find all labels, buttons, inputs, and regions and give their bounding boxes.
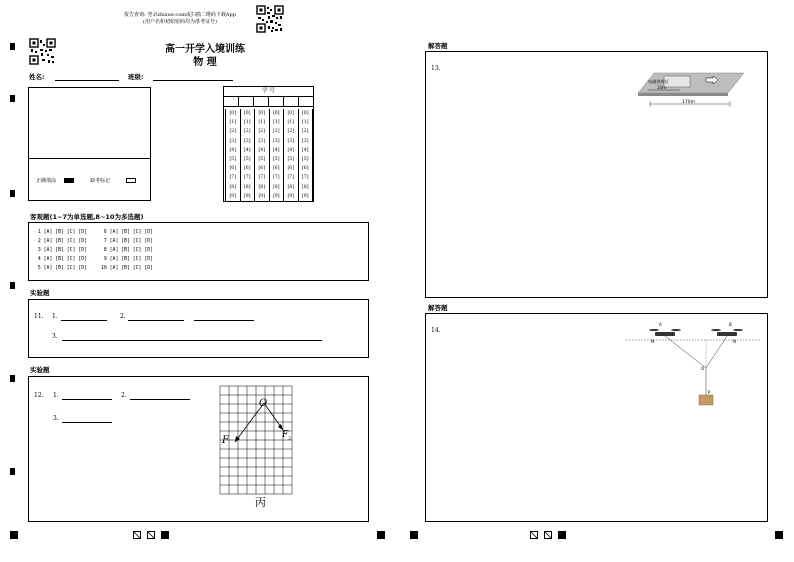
label-F2-subscript: 2 [288,436,292,442]
id-bubble[interactable]: [3] [226,137,241,146]
label-O: O [259,398,268,409]
id-bubble[interactable]: [6] [284,164,299,173]
id-bubble[interactable]: [1] [226,118,241,127]
experiment-section-title: 实验题 [30,366,50,374]
id-bubble[interactable]: [2] [284,127,299,136]
divider [28,158,151,159]
answer-section-title: 解答题 [428,304,448,312]
id-bubble[interactable]: [1] [240,118,255,127]
corner-mark [377,531,385,539]
id-bubble[interactable]: [7] [226,173,241,182]
page-mark-slash [147,531,155,539]
filled-sample-icon [64,178,74,183]
corner-mark [410,531,418,539]
corner-mark [775,531,783,539]
id-bubble-row[interactable] [226,118,313,127]
question-number: 13. [431,65,441,72]
id-bubble[interactable]: [3] [298,137,313,146]
id-bubble-row[interactable] [226,192,313,201]
timing-mark [10,282,15,289]
id-bubble[interactable]: [9] [284,192,299,201]
id-bubble[interactable]: [5] [269,155,284,164]
id-bubble[interactable]: [8] [298,183,313,192]
part-label: 1. [53,392,59,399]
id-bubble[interactable]: [3] [255,137,270,146]
id-bubble[interactable]: [2] [226,127,241,136]
answer-12-1-field[interactable] [62,392,112,400]
id-bubble[interactable]: [0] [269,109,284,118]
page-mark-slash [133,531,141,539]
id-bubble[interactable]: [4] [240,146,255,155]
runway-diagram [634,67,746,115]
id-bubble[interactable]: [7] [269,173,284,182]
experiment-11-box [28,299,369,358]
id-bubble[interactable]: [9] [255,192,270,201]
id-bubble[interactable]: [4] [226,146,241,155]
experiment-12-box [28,376,369,522]
choice-column-2[interactable] [101,228,153,273]
label-P: P [708,390,711,395]
part-label: 1. [52,313,58,320]
choice-row[interactable]: 6 [A] [B] [C] [D] [101,230,153,235]
timing-mark [10,190,15,197]
id-bubble[interactable]: [1] [269,118,284,127]
student-id-header: 学 号 [224,87,313,97]
choice-row[interactable]: 1 [A] [B] [C] [D] [35,230,87,235]
id-bubble[interactable]: [4] [255,146,270,155]
id-bubble[interactable]: [2] [269,127,284,136]
page-mark-filled [558,531,566,539]
id-bubble[interactable]: [0] [284,109,299,118]
experiment-section-title: 实验题 [30,289,50,297]
qr-code-icon [256,5,284,33]
label-B: B [729,322,732,327]
id-bubble-row[interactable] [226,183,313,192]
answer-12-3-field[interactable] [62,415,112,423]
name-field[interactable] [55,73,119,81]
label-O: O [701,366,705,371]
choice-row[interactable]: 4 [A] [B] [C] [D] [35,257,87,262]
question-number: 12. [34,392,44,399]
class-field[interactable] [153,73,233,81]
id-bubble[interactable]: [3] [284,137,299,146]
choice-row[interactable]: 5 [A] [B] [C] [D] [35,266,87,271]
id-bubble-row[interactable] [226,109,313,118]
id-bubble[interactable]: [2] [255,127,270,136]
id-bubble-row[interactable] [226,155,313,164]
answer-11-3-field[interactable] [62,333,322,341]
id-bubble[interactable]: [9] [240,192,255,201]
id-bubble[interactable]: [5] [284,155,299,164]
part-label: 2. [120,313,126,320]
figure-caption: 丙 [255,496,266,509]
id-write-row[interactable] [224,97,313,107]
answer-11-2a-field[interactable] [128,313,184,321]
id-bubble[interactable]: [8] [226,183,241,192]
label-F2: F [282,430,289,440]
id-bubble-row[interactable] [226,137,313,146]
question-number: 11. [34,313,44,320]
corner-mark [10,531,18,539]
id-bubble-row[interactable] [226,173,313,182]
answer-13-box [425,51,768,298]
id-bubble-row[interactable] [226,164,313,173]
page-mark-filled [161,531,169,539]
id-bubble[interactable]: [5] [226,155,241,164]
id-bubble-row[interactable] [226,146,313,155]
timing-mark [10,468,15,475]
page-title: 高一开学入境训练 [165,44,245,55]
launch-zone-label: 电磁弹射区 [648,79,669,84]
id-bubble[interactable]: [2] [240,127,255,136]
id-bubble[interactable]: [1] [298,118,313,127]
id-bubble[interactable]: [6] [226,164,241,173]
id-bubble[interactable]: [7] [284,173,299,182]
choice-row[interactable]: 9 [A] [B] [C] [D] [101,257,153,262]
id-bubble-table[interactable] [225,109,313,201]
distance-10m: 10m [657,85,666,90]
timing-mark [10,95,15,102]
id-bubble[interactable]: [4] [269,146,284,155]
question-number: 14. [431,327,441,334]
part-label: 2. [121,392,127,399]
student-qr-code-icon [29,38,56,65]
id-bubble[interactable]: [8] [255,183,270,192]
page-mark-slash [530,531,538,539]
report-query-text: 报告查询: 登录zhixue.com或扫描二维码下载App [124,12,236,18]
timing-mark [10,43,15,50]
part-label: 3. [52,333,58,340]
id-bubble[interactable]: [4] [284,146,299,155]
label-F: F [222,435,229,446]
choice-row[interactable]: 3 [A] [B] [C] [D] [35,248,87,253]
choice-row[interactable]: 8 [A] [B] [C] [D] [101,248,153,253]
id-bubble[interactable]: [4] [298,146,313,155]
id-bubble[interactable]: [3] [240,137,255,146]
id-bubble[interactable]: [0] [240,109,255,118]
id-bubble[interactable]: [7] [298,173,313,182]
id-bubble[interactable]: [8] [240,183,255,192]
id-bubble[interactable]: [2] [298,127,313,136]
id-bubble[interactable]: [0] [255,109,270,118]
id-bubble[interactable]: [6] [298,164,313,173]
objective-section-title: 客观题(1~7为单选题,8~10为多选题) [30,213,144,221]
answer-11-2b-field[interactable] [194,313,254,321]
id-bubble[interactable]: [8] [269,183,284,192]
id-bubble[interactable]: [1] [255,118,270,127]
id-bubble[interactable]: [9] [226,192,241,201]
student-id-grid [223,86,314,202]
id-bubble[interactable]: [6] [269,164,284,173]
answer-section-title: 解答题 [428,42,448,50]
answer-12-2-field[interactable] [130,392,190,400]
label-N: N [733,339,736,344]
label-A: A [659,322,662,327]
label-M: M [651,339,655,344]
id-bubble[interactable]: [5] [255,155,270,164]
id-bubble[interactable]: [6] [240,164,255,173]
id-bubble[interactable]: [5] [298,155,313,164]
id-bubble[interactable]: [8] [284,183,299,192]
name-label: 姓名: [29,73,45,81]
drones-diagram [621,318,766,413]
correct-fill-label: 正确填涂 [36,178,57,184]
choice-column-1[interactable] [35,228,87,273]
timing-mark [10,375,15,382]
class-label: 班级: [128,73,144,81]
answer-11-1-field[interactable] [61,313,107,321]
objective-answer-box [28,222,369,281]
id-bubble[interactable]: [7] [255,173,270,182]
id-bubble-row[interactable] [226,127,313,136]
choice-row[interactable]: 7 [A] [B] [C] [D] [101,239,153,244]
force-grid-diagram [219,385,299,497]
id-bubble[interactable]: [9] [269,192,284,201]
absent-mark-label: 缺考标记 [90,178,111,184]
id-bubble[interactable]: [9] [298,192,313,201]
id-bubble[interactable]: [3] [269,137,284,146]
id-bubble[interactable]: [5] [240,155,255,164]
part-label: 3. [53,415,59,422]
id-bubble[interactable]: [0] [298,109,313,118]
subject-title: 物 理 [193,57,217,68]
id-bubble[interactable]: [1] [284,118,299,127]
id-bubble[interactable]: [7] [240,173,255,182]
id-bubble[interactable]: [6] [255,164,270,173]
page-mark-slash [544,531,552,539]
answer-14-box [425,313,768,522]
id-bubble[interactable]: [0] [226,109,241,118]
choice-row[interactable]: 2 [A] [B] [C] [D] [35,239,87,244]
login-hint-text: (用户名和初始密码均为准考证号) [143,19,217,25]
absent-checkbox[interactable] [126,178,136,183]
distance-170m: 170m [682,100,695,105]
choice-row[interactable]: 10 [A] [B] [C] [D] [101,266,153,271]
